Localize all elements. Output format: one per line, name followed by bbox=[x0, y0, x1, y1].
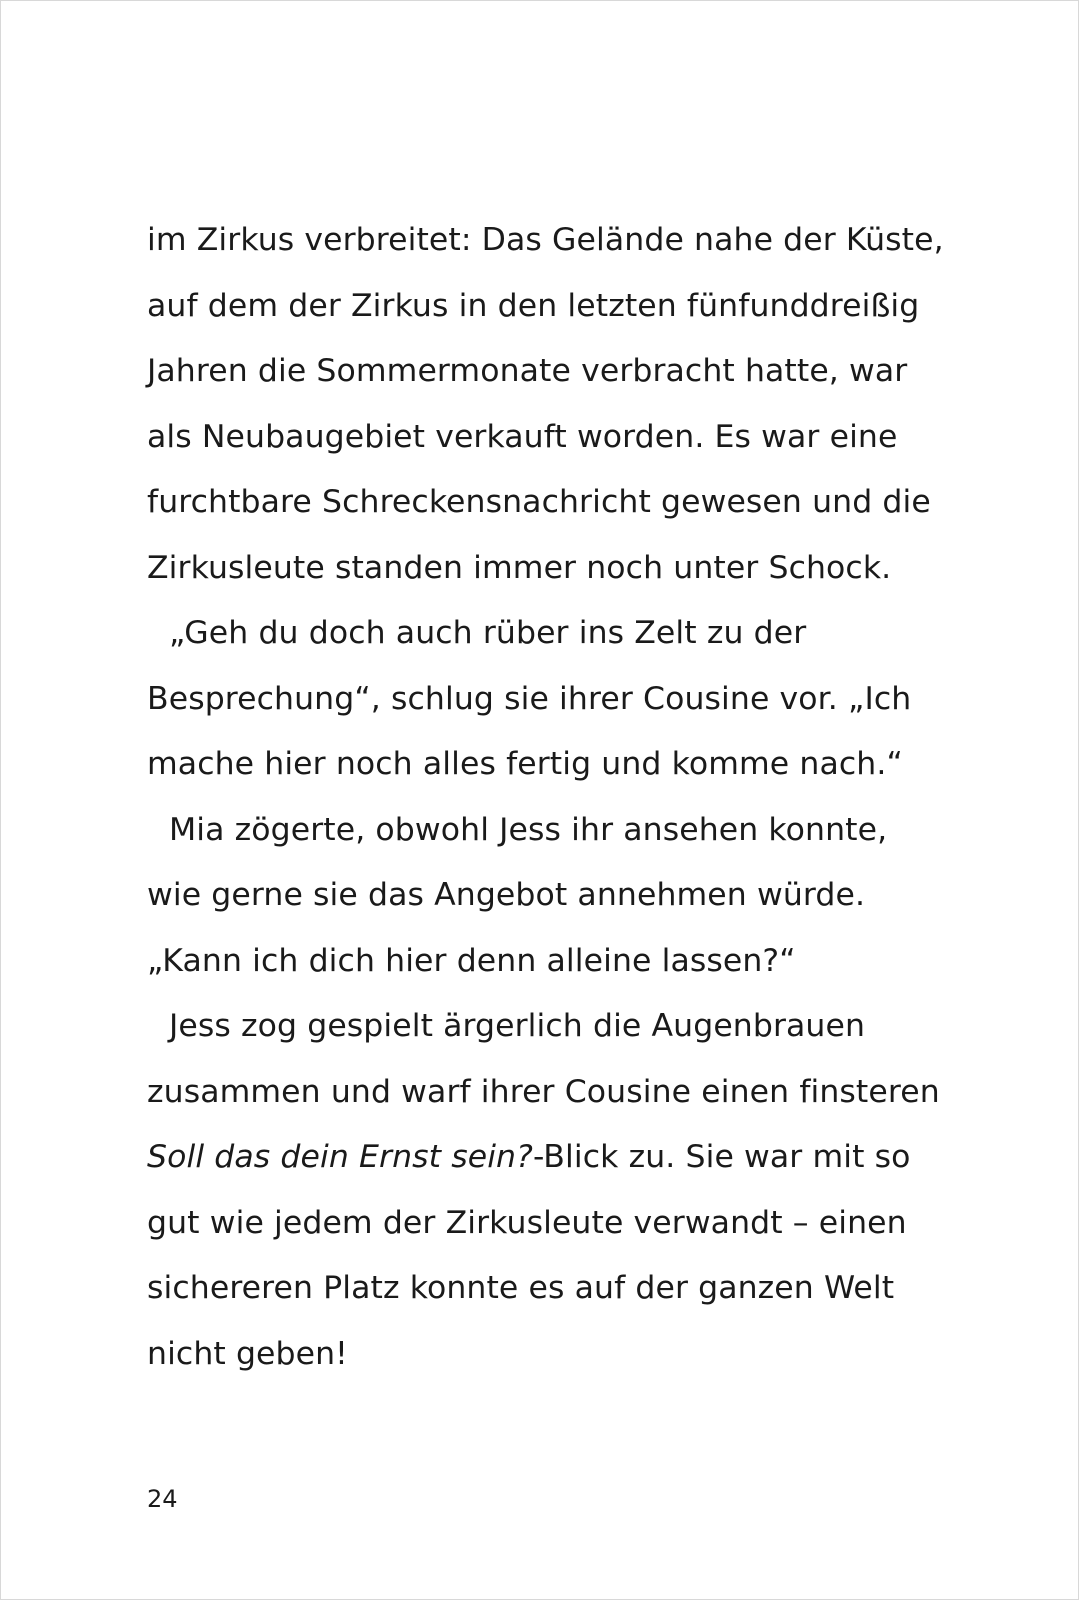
text-line: auf dem der Zirkus in den letzten fünfunddreißig bbox=[147, 287, 920, 324]
text-line: „Kann ich dich hier denn alleine lassen?“ bbox=[147, 942, 796, 979]
text-line: mache hier noch alles fertig und komme nach.“ bbox=[147, 746, 903, 782]
paragraph-start-line: „Geh du doch auch rüber ins Zelt zu der bbox=[169, 615, 807, 651]
text-line: im Zirkus verbreitet: Das Gelände nahe der Küste, bbox=[147, 222, 944, 258]
italic-phrase: Soll das dein Ernst sein? bbox=[147, 1139, 533, 1175]
text-line: gut wie jedem der Zirkusleute verwandt – einen bbox=[147, 1204, 907, 1241]
text-line: als Neubaugebiet verkauft worden. Es war eine bbox=[147, 418, 898, 455]
paragraph-start-line: Jess zog gespielt ärgerlich die Augenbrauen bbox=[169, 1008, 866, 1044]
text-line: furchtbare Schreckensnachricht gewesen und die bbox=[147, 484, 931, 520]
text-line: nicht geben! bbox=[147, 1335, 348, 1372]
text-line: Zirkusleute standen immer noch unter Schock. bbox=[147, 549, 892, 586]
text-line-with-italic bbox=[147, 1125, 947, 1191]
body-text bbox=[147, 208, 947, 1387]
text-line: sichereren Platz konnte es auf der ganzen Welt bbox=[147, 1270, 895, 1306]
text-line: Besprechung“, schlug sie ihrer Cousine vor. „Ich bbox=[147, 680, 912, 717]
line-rest: -Blick zu. Sie war mit so bbox=[532, 1139, 911, 1175]
text-line: Jahren die Sommermonate verbracht hatte, war bbox=[147, 353, 908, 389]
text-line: zusammen und warf ihrer Cousine einen finsteren bbox=[147, 1073, 940, 1110]
paragraph-start-line: Mia zögerte, obwohl Jess ihr ansehen konnte, bbox=[169, 811, 888, 848]
page-number: 24 bbox=[147, 1485, 178, 1513]
text-line: wie gerne sie das Angebot annehmen würde. bbox=[147, 877, 866, 913]
